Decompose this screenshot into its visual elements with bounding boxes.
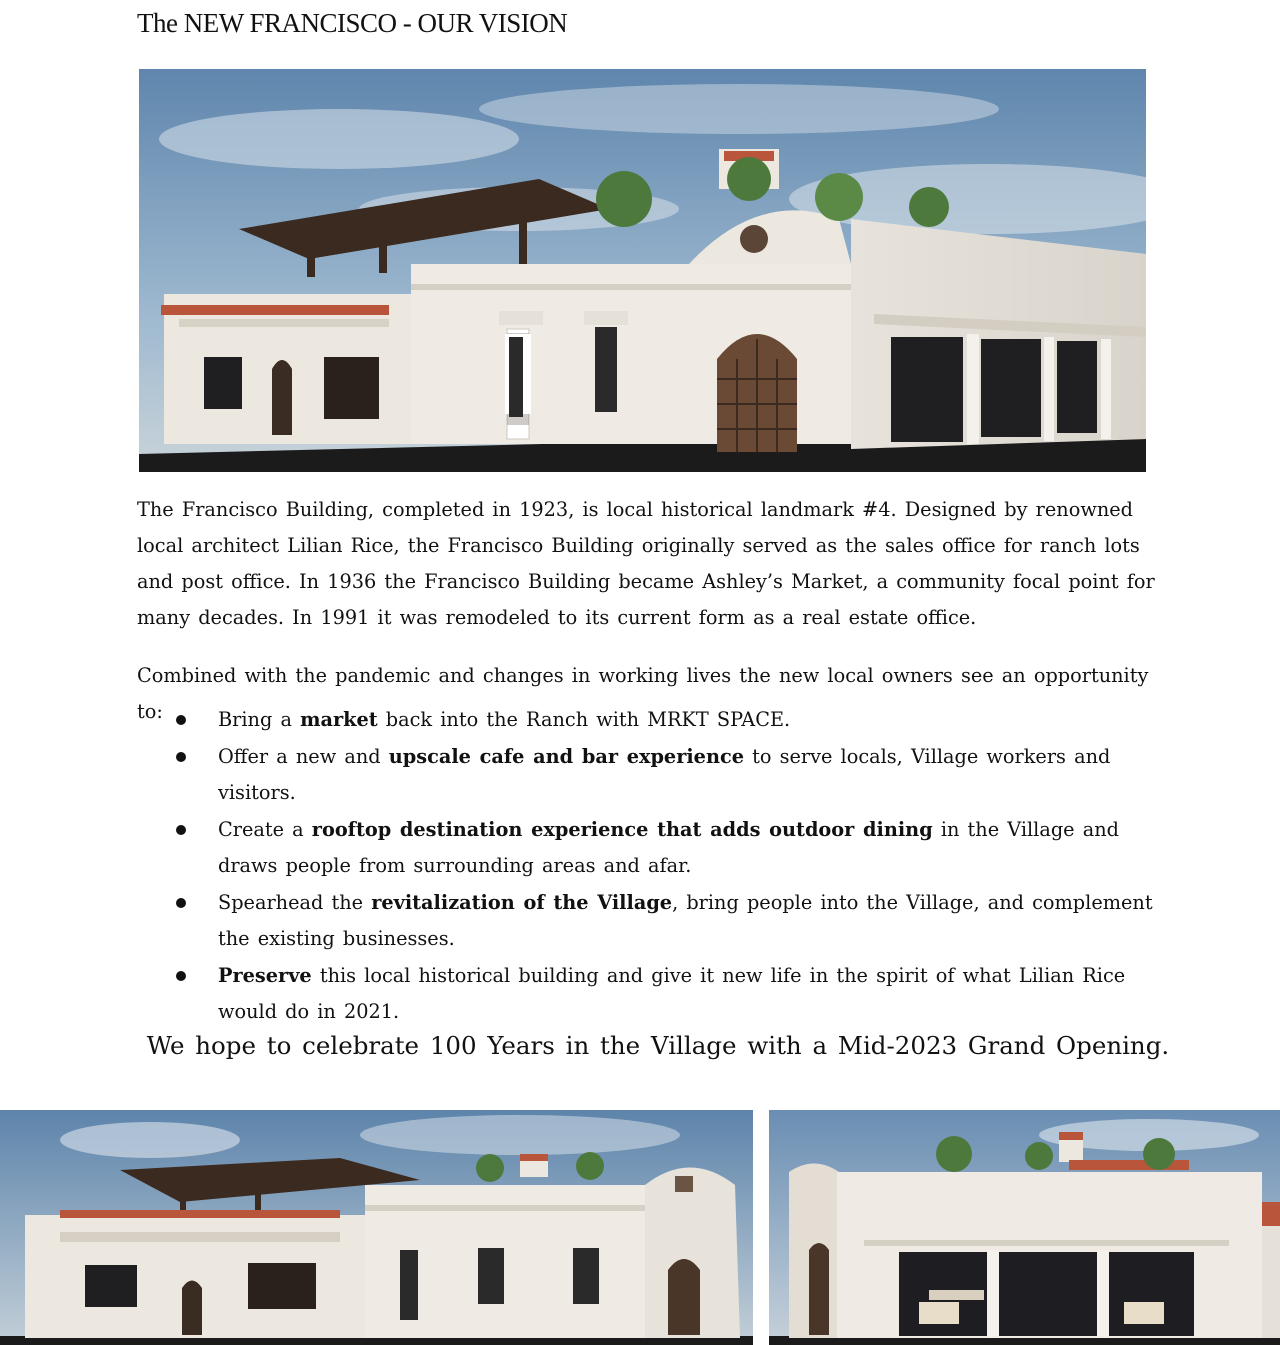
bullet-icon (176, 898, 186, 908)
bullet-icon (176, 971, 186, 981)
hero-building-rendering (139, 69, 1146, 472)
front-elevation-rendering (769, 1110, 1280, 1345)
list-item: Spearhead the revitalization of the Village, bring people into the Village, and complement the existing businesses. (137, 885, 1157, 957)
opportunity-lead-paragraph: Combined with the pandemic and changes in working lives the new local owners see an opportunity to: (137, 664, 1149, 723)
side-elevation-rendering (0, 1110, 753, 1345)
intro-paragraph: The Francisco Building, completed in 1923, is local historical landmark #4. Designed by renowned local architect Lilian Rice, the Francisco Building originally served as the sales office for ranch lots and post office. In 1936 the Francisco Building became Ashley’s Market, a community focal point for many decades. In 1991 it was remodeled to its current form as a real estate office. (137, 498, 1155, 629)
page-title: The NEW FRANCISCO - OUR VISION (137, 8, 568, 38)
bold-phrase: rooftop destination experience that adds outdoor dining (311, 818, 933, 841)
list-item: Offer a new and upscale cafe and bar experience to serve locals, Village workers and visitors. (137, 739, 1157, 811)
bullet-icon (176, 752, 186, 762)
bold-phrase: market (300, 708, 378, 731)
bold-phrase: Preserve (218, 964, 312, 987)
list-item: Create a rooftop destination experience that adds outdoor dining in the Village and draws people from surrounding areas and afar. (137, 812, 1157, 884)
bullet-icon (176, 825, 186, 835)
list-item: Bring a market back into the Ranch with MRKT SPACE. (137, 702, 1157, 738)
bullet-icon (176, 715, 186, 725)
opportunity-list (137, 702, 1157, 1031)
bold-phrase: revitalization of the Village (371, 891, 673, 914)
list-item: Preserve this local historical building and give it new life in the spirit of what Lilian Rice would do in 2021. (137, 958, 1157, 1030)
bold-phrase: upscale cafe and bar experience (388, 745, 744, 768)
grand-opening-statement: We hope to celebrate 100 Years in the Village with a Mid-2023 Grand Opening. (146, 1031, 1170, 1060)
